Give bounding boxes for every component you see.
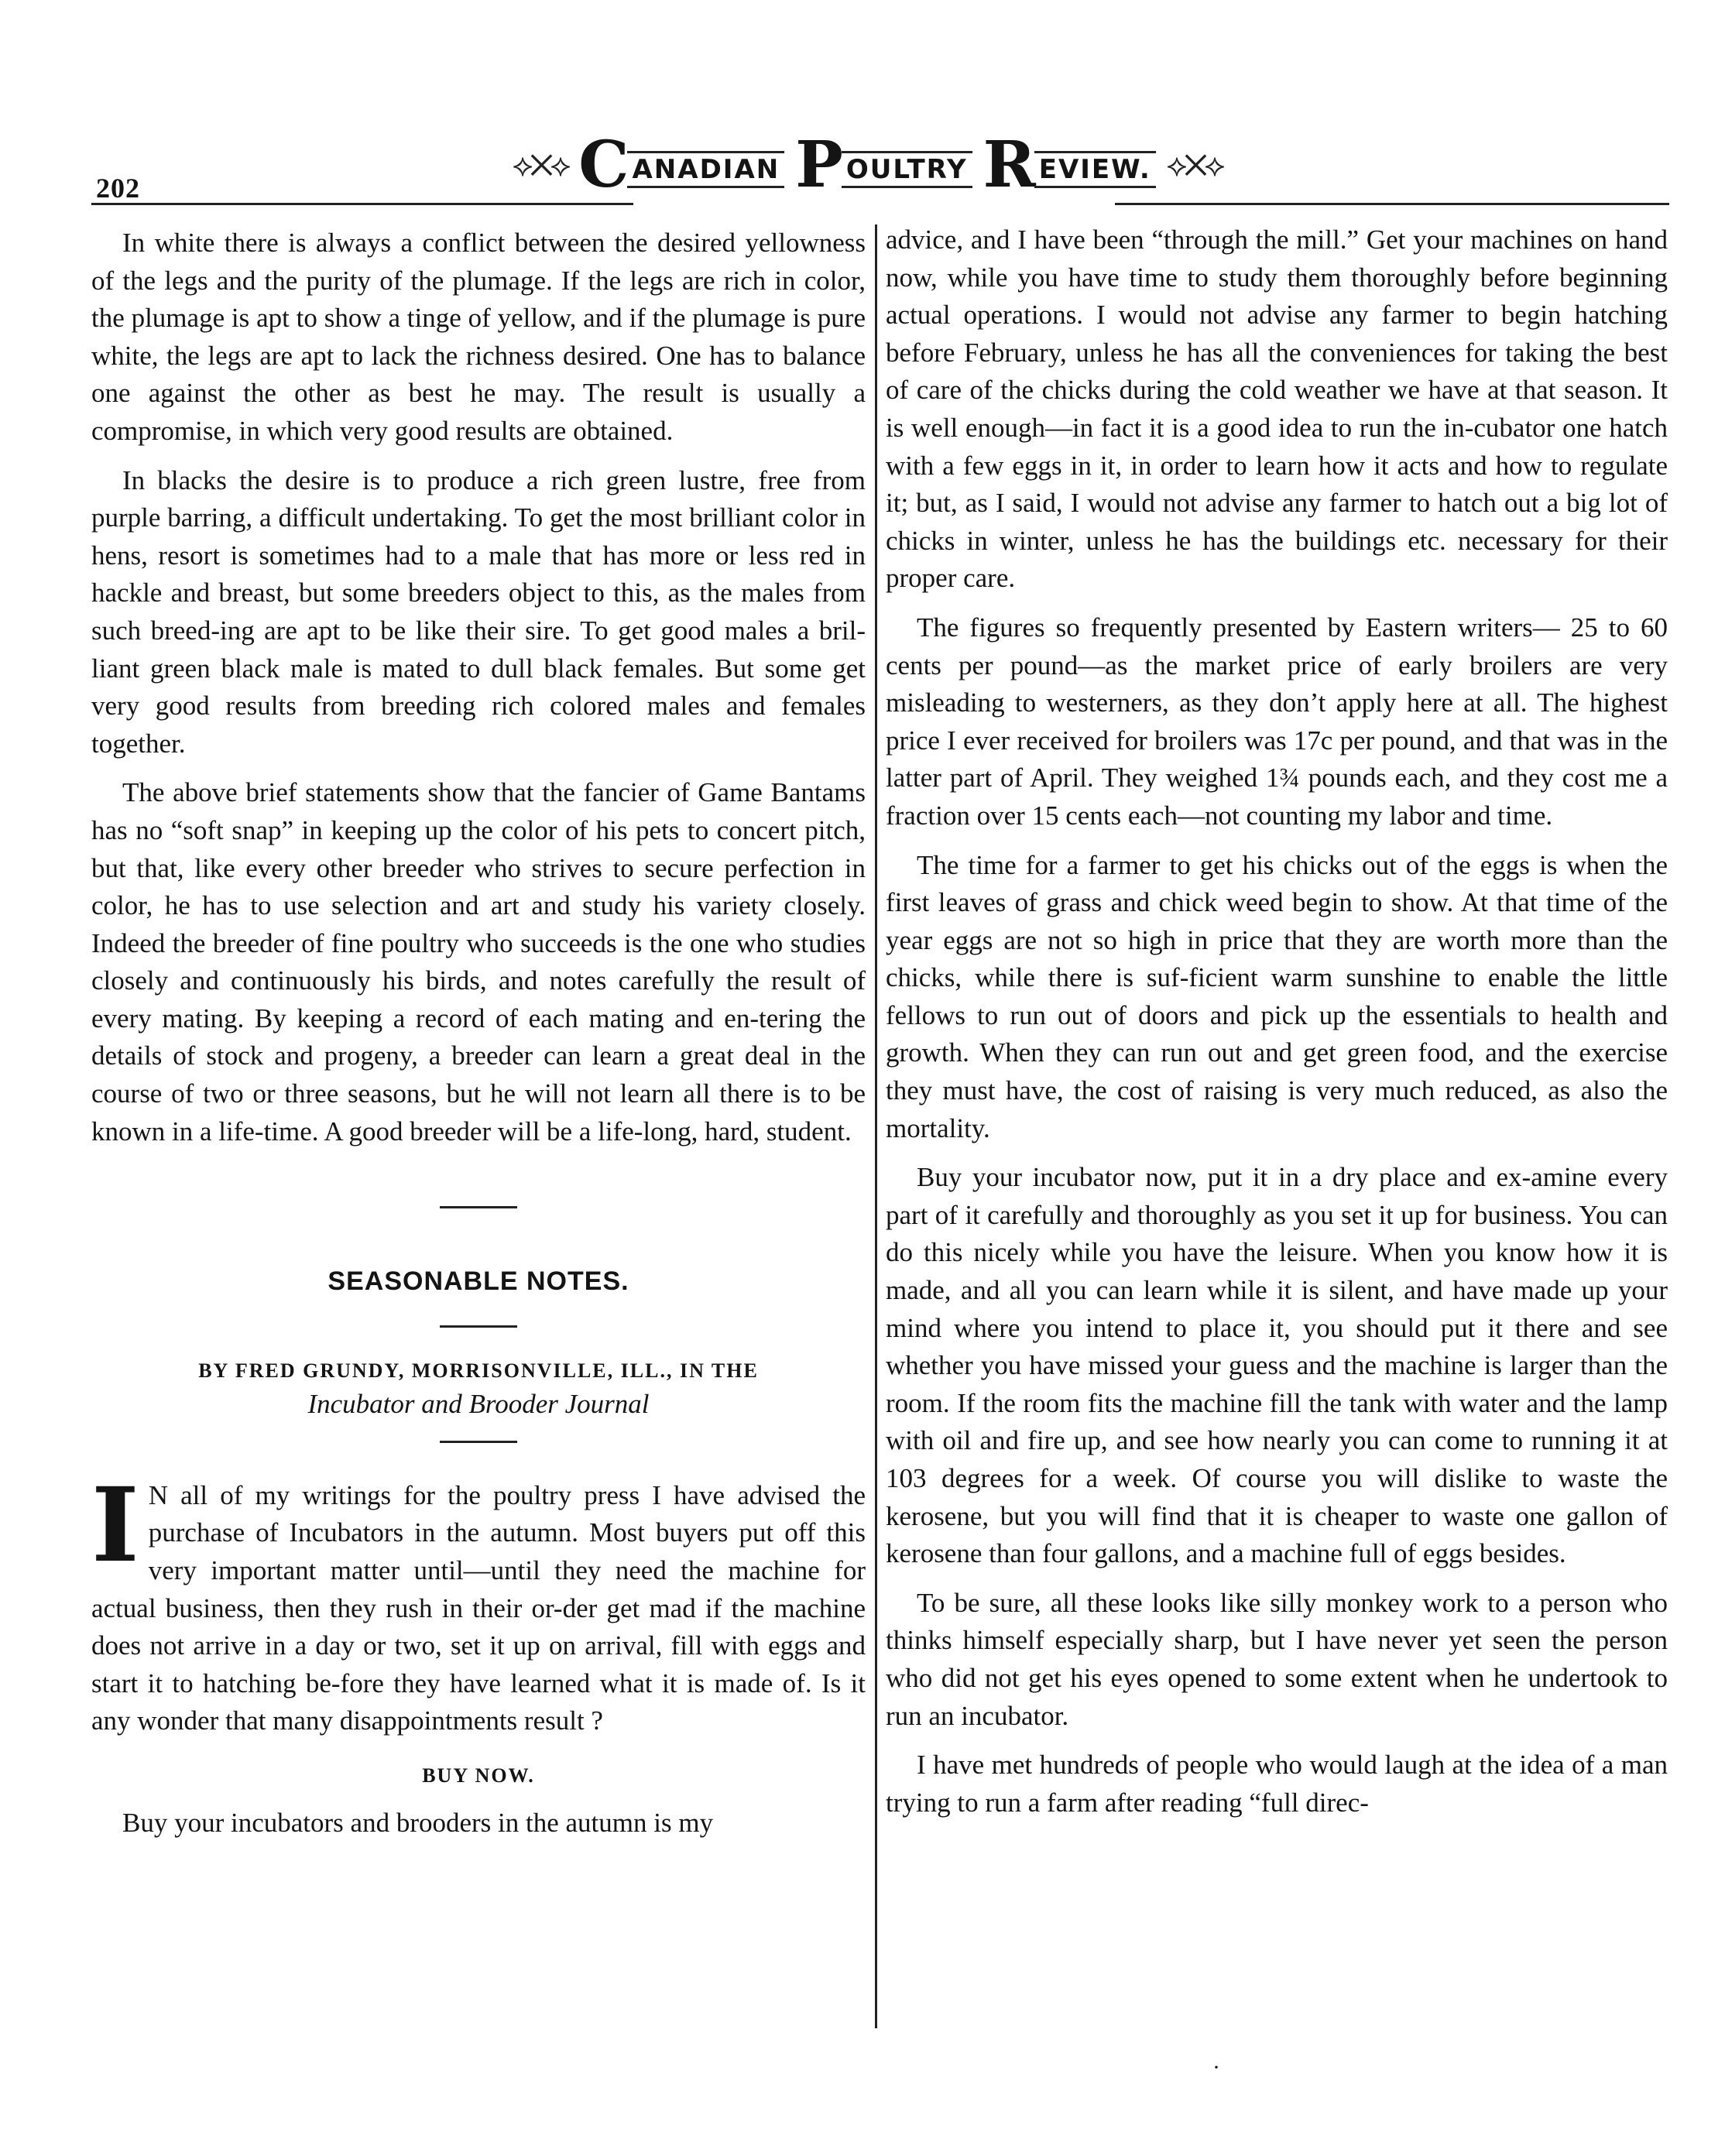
header-rule-right [1115, 203, 1669, 205]
masthead-initial-p: P [795, 128, 843, 202]
masthead-rest-p: OULTRY [842, 151, 972, 188]
masthead-initial-r: R [983, 128, 1036, 202]
byline-divider [440, 1441, 517, 1443]
footer-mark: · [1212, 2055, 1220, 2080]
masthead-rest-r: EVIEW. [1034, 151, 1156, 188]
page-number: 202 [96, 173, 140, 204]
article-byline: BY FRED GRUNDY, MORRISONVILLE, ILL., IN THE [198, 1359, 759, 1382]
column-divider [875, 225, 877, 2028]
article-intro [91, 1465, 866, 1740]
paragraph: In white there is always a conflict between the desired yellowness of the legs and the purity of the plumage. If the legs are rich in color, the plumage is apt to show a tinge of yellow, and if the plumage is pure white, the legs are apt to lack the richness desired. One has to balance one against the other as best he may. The result is usually a compromise, in which very good results are obtained. [91, 228, 866, 446]
paragraph: Buy your incubator now, put it in a dry place and ex-amine every part of it carefully and thoroughly as you set it up for business. You can do this nicely while you have the leisure. When you know how it is made, and all you can learn while it is silent, and have made up your mind where you intend to place it, you should put it there and see whether you have missed your guess and the machine is larger than the room. If the room fits the machine fill the tank with water and the lamp with oil and fire up, and see how nearly you can come to running it at 103 degrees for a week. Of course you will dislike to waste the kerosene, but you will find that it is cheaper to waste one gallon of kerosene than four gallons, and a machine full of eggs besides. [886, 1162, 1668, 1569]
header-rule-left [91, 203, 633, 205]
paragraph: The time for a farmer to get his chicks out of the eggs is when the first leaves of grass and chick weed begin to show. At that time of the year eggs are not so high in price that they are worth more than the chicks, while there is suf-ficient warm sunshine to enable the little fellows to run out of doors and pick up the essentials to health and growth. When they can run out and get green food, and the exercise they must have, the cost of raising is very much reduced, as also the mortality. [886, 849, 1668, 1143]
title-divider [440, 1325, 517, 1328]
drop-cap: I [91, 1465, 139, 1585]
left-column [91, 225, 866, 1853]
article-subhead: BUY NOW. [422, 1764, 535, 1787]
paragraph: Buy your incubators and brooders in the autumn is my [122, 1807, 714, 1838]
masthead-word-review [983, 128, 1156, 202]
right-column [886, 221, 1668, 1833]
masthead-word-poultry [795, 128, 972, 202]
ornament-right-icon: ⟡✕⟡ [1166, 147, 1223, 183]
paragraph: The figures so frequently presented by Eastern writers— 25 to 60 cents per pound—as the market price of early broilers are very misleading to westerners, as they don’t apply here at all. The highest price I ever received for broilers was 17c per pound, and that was in the latter part of April. They weighed 1¾ pounds each, and they cost me a fraction over 15 cents each—not counting my labor and time. [886, 612, 1668, 831]
masthead [512, 128, 1223, 202]
paragraph: To be sure, all these looks like silly monkey work to a person who thinks himself especially sharp, but I have never yet seen the person who did not get his eyes opened to some extent when he undertook to run an incubator. [886, 1587, 1668, 1731]
paragraph: advice, and I have been “through the mill.” Get your machines on hand now, while you have time to study them thoroughly before beginning actual operations. I would not advise any farmer to begin hatching before February, unless he has all the conveniences for taking the best of care of the chicks during the cold weather we have at that season. It is well enough—in fact it is a good idea to run the in-cubator one hatch with a few eggs in it, in order to learn how it acts and how to regulate it; but, as I said, I would not advise any farmer to hatch out a big lot of chicks in winter, unless he has the buildings etc. necessary for their proper care. [886, 225, 1668, 594]
masthead-rest-c: ANADIAN [627, 151, 784, 188]
paragraph: In blacks the desire is to produce a rich green lustre, free from purple barring, a difficult undertaking. To get the most brilliant color in hens, resort is sometimes had to a male that has more or less red in hackle and breast, but some breeders object to this, as the males from such breed-ing are apt to be like their sire. To get good males a bril-liant green black male is mated to dull black females. But some get very good results from breeding rich colored males and females together. [91, 464, 866, 759]
article-title: SEASONABLE NOTES. [328, 1267, 629, 1297]
ornament-left-icon: ⟡✕⟡ [512, 147, 568, 183]
paragraph: The above brief statements show that the fancier of Game Bantams has no “soft snap” in keeping up the color of his pets to concert pitch, but that, like every other breeder who strives to secure perfection in color, he has to use selection and art and study his variety closely. Indeed the breeder of fine poultry who succeeds is the one who studies closely and continuously his birds, and notes carefully the result of every mating. By keeping a record of each mating and en-tering the details of stock and progeny, a breeder can learn a great deal in the course of two or three seasons, but he will not learn all there is to be known in a life-time. A good breeder will be a life-long, hard, student. [91, 777, 866, 1147]
masthead-word-canadian [578, 128, 784, 202]
masthead-initial-c: C [578, 128, 629, 202]
article-intro-text: N all of my writings for the poultry press I have advised the purchase of Incubators in the autumn. Most buyers put off this very important matter until—until they need the machine for actual business, then they rush in their or-der get mad if the machine does not arrive in a day or two, set it up on arrival, fill with eggs and start it to hatching be-fore they have learned what it is made of. Is it any wonder that many disappointments result ? [91, 1479, 866, 1736]
section-divider [440, 1206, 517, 1208]
article-source-journal: Incubator and Brooder Journal [307, 1388, 650, 1419]
paragraph: I have met hundreds of people who would laugh at the idea of a man trying to run a farm after reading “full direc- [886, 1750, 1668, 1818]
